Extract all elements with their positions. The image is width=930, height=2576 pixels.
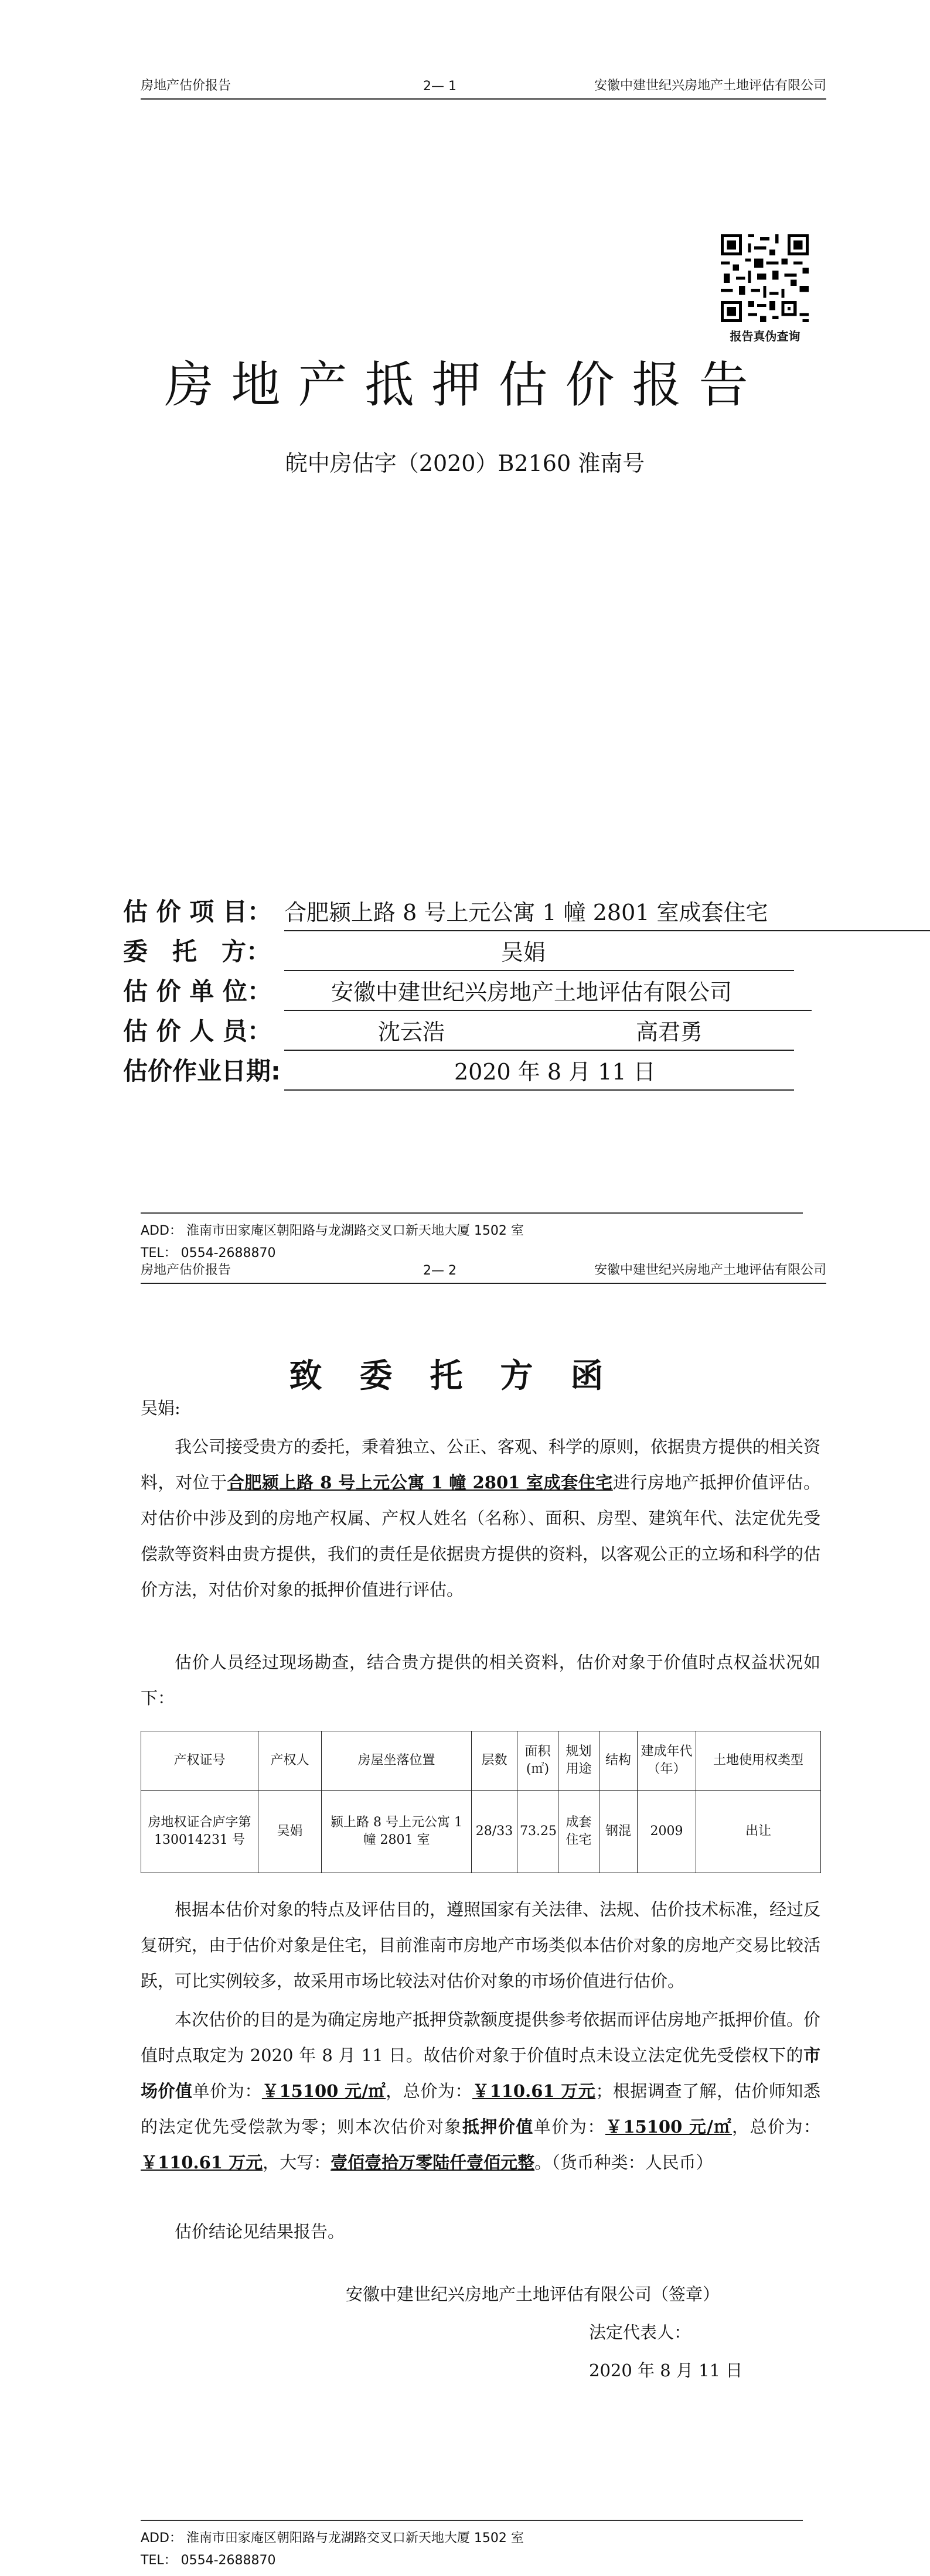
footer-tel: TEL： 0554-2688870 [141, 1246, 276, 1260]
field-unit-value: 安徽中建世纪兴房地产土地评估有限公司 [331, 979, 733, 1005]
field-appraiser-1: 沈云浩 [378, 1019, 445, 1045]
market-unit-price: ￥15100 元/㎡ [261, 2081, 386, 2101]
property-name: 合肥颍上路 8 号上元公寓 1 幢 2801 室成套住宅 [227, 1473, 613, 1492]
td-floor: 28/33 [472, 1791, 517, 1873]
td-usage: 成套住宅 [558, 1791, 599, 1873]
field-appraiser-2: 高君勇 [636, 1019, 703, 1045]
header-doc-type: 房地产估价报告 [141, 78, 231, 93]
letter-paragraph-4: 本次估价的目的是为确定房地产抵押贷款额度提供参考依据而评估房地产抵押价值。价值时点取定为 2020 年 8 月 11 日。故估价对象于价值时点未设立法定优先受偿权下的市场价值单价为：￥15100 元/㎡，总价为：￥110.61 万元；根据调查了解，估价师知悉的法定优先受偿款为零；则本次估价对象抵押价值单价为：￥15100 元/㎡，总价为：￥110.61 万元，大写：壹佰壹拾万零陆仟壹佰元整。（货币种类：人民币） [141, 2010, 821, 2172]
qr-code-icon [721, 234, 809, 322]
signature-date: 2020 年 8 月 11 日 [589, 2360, 743, 2380]
th-owner: 产权人 [258, 1731, 322, 1791]
th-year: 建成年代（年） [638, 1731, 696, 1791]
td-land: 出让 [696, 1791, 821, 1873]
header-doc-type: 房地产估价报告 [141, 1263, 231, 1277]
td-structure: 钢混 [599, 1791, 638, 1873]
footer-tel: TEL： 0554-2688870 [141, 2553, 276, 2568]
header-company: 安徽中建世纪兴房地产土地评估有限公司 [594, 1263, 826, 1277]
mortgage-total-price: ￥110.61 万元 [141, 2153, 263, 2172]
report-number: 皖中房估字（2020）B2160 淮南号 [285, 450, 645, 476]
report-title: 房地产抵押估价报告 [164, 356, 766, 414]
th-land: 土地使用权类型 [696, 1731, 821, 1791]
market-total-price: ￥110.61 万元 [472, 2081, 596, 2101]
letter-salutation: 吴娟: [141, 1398, 180, 1418]
field-date-label: 估价作业日期: [123, 1057, 281, 1085]
header-page-number: 2— 1 [423, 79, 457, 94]
mortgage-unit-price: ￥15100 元/㎡ [605, 2117, 732, 2137]
th-cert: 产权证号 [141, 1731, 258, 1791]
td-owner: 吴娟 [258, 1791, 322, 1873]
field-date-value: 2020 年 8 月 11 日 [454, 1059, 656, 1085]
footer-address: ADD： 淮南市田家庵区朝阳路与龙湖路交叉口新天地大厦 1502 室 [141, 2531, 524, 2546]
td-cert: 房地权证合庐字第 130014231 号 [141, 1791, 258, 1873]
amount-in-words: 壹佰壹拾万零陆仟壹佰元整 [331, 2153, 535, 2172]
footer-address: ADD： 淮南市田家庵区朝阳路与龙湖路交叉口新天地大厦 1502 室 [141, 1224, 524, 1238]
field-unit-label: 估 价 单 位： [123, 977, 272, 1006]
letter-paragraph-2: 估价人员经过现场勘查，结合贵方提供的相关资料，估价对象于价值时点权益状况如下： [141, 1652, 820, 1708]
header-page-number: 2— 2 [423, 1263, 457, 1278]
qr-caption: 报告真伪查询 [730, 329, 800, 343]
field-project [123, 896, 930, 931]
field-client-value: 吴娟 [501, 939, 546, 965]
td-location: 颍上路 8 号上元公寓 1 幢 2801 室 [322, 1791, 472, 1873]
signature-representative: 法定代表人： [589, 2322, 691, 2342]
letter-paragraph-5: 估价结论见结果报告。 [175, 2222, 345, 2242]
field-project-value: 合肥颍上路 8 号上元公寓 1 幢 2801 室成套住宅 [284, 900, 768, 925]
header-company: 安徽中建世纪兴房地产土地评估有限公司 [594, 78, 826, 93]
th-area: 面积(㎡) [517, 1731, 558, 1791]
th-location: 房屋坐落位置 [322, 1731, 472, 1791]
page2-header [141, 1253, 826, 1284]
field-project-label: 估 价 项 目： [123, 897, 272, 926]
th-structure: 结构 [599, 1731, 638, 1791]
th-usage: 规划用途 [558, 1731, 599, 1791]
td-area: 73.25 [517, 1791, 558, 1873]
td-year: 2009 [638, 1791, 696, 1873]
field-appraisers-label: 估 价 人 员： [123, 1017, 272, 1046]
table-row [141, 1791, 821, 1873]
signature-company: 安徽中建世纪兴房地产土地评估有限公司（签章） [346, 2284, 720, 2304]
field-client-label: 委 托 方： [123, 937, 271, 966]
letter-paragraph-3: 根据本估价对象的特点及评估目的，遵照国家有关法律、法规、估价技术标准，经过反复研究，由于估价对象是住宅，目前淮南市房地产市场类似本估价对象的房地产交易比较活跃，可比实例较多，故采用市场比较法对估价对象的市场价值进行估价。 [141, 1899, 821, 1991]
letter-title: 致委托方函 [289, 1357, 641, 1395]
letter-paragraph-1: 我公司接受贵方的委托，秉着独立、公正、客观、科学的原则，依据贵方提供的相关资料，对位于合肥颍上路 8 号上元公寓 1 幢 2801 室成套住宅进行房地产抵押价值评估。对估价中涉及到的房地产权属、产权人姓名（名称）、面积、房型、建筑年代、法定优先受偿款等资料由贵方提供，我们的责任是依据贵方提供的资料，以客观公正的立场和科学的估价方法，对估价对象的抵押价值进行评估。 [141, 1437, 821, 1600]
table-header-row [141, 1731, 821, 1791]
page1-header [141, 69, 826, 100]
property-table [141, 1731, 821, 1873]
th-floor: 层数 [472, 1731, 517, 1791]
